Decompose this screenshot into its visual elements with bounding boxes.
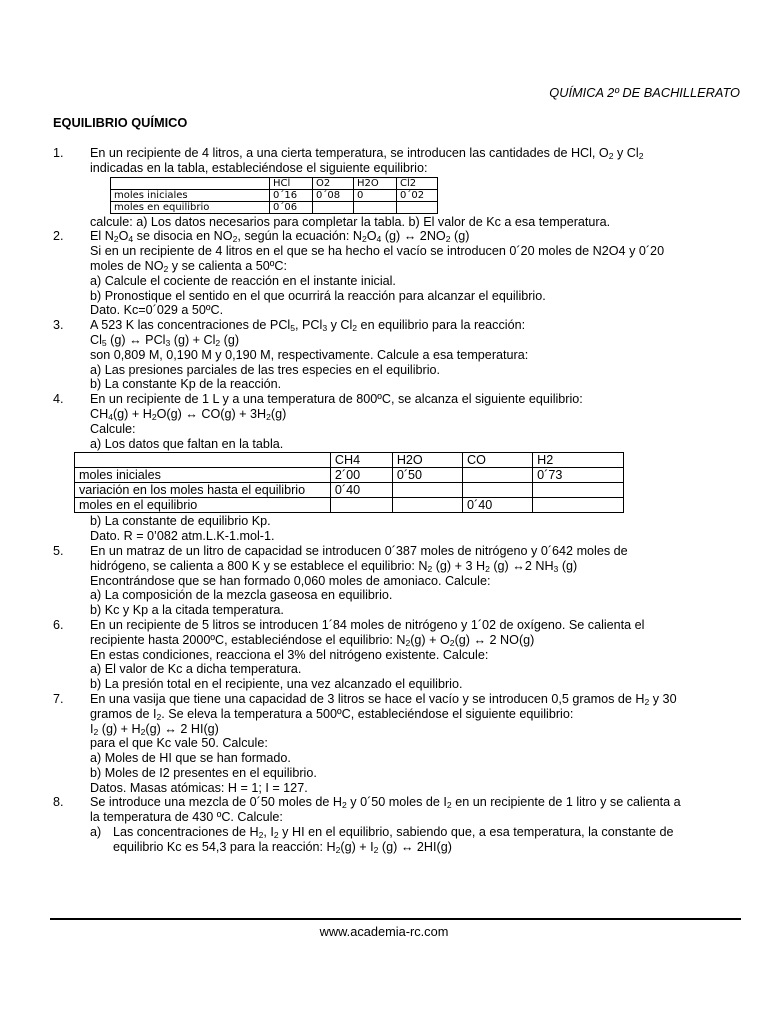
problem-text: para el que Kc vale 50. Calcule:	[90, 736, 268, 751]
problem-7	[53, 692, 745, 796]
table-cell	[313, 201, 354, 213]
table-cell: variación en los moles hasta el equilibrio	[75, 483, 331, 498]
table-row	[111, 201, 438, 213]
table-header-cell: H2O	[392, 453, 462, 468]
data-table	[110, 177, 438, 214]
problem-text: b) Kc y Kp a la citada temperatura.	[90, 603, 284, 618]
table-cell	[392, 498, 462, 513]
problem-text: El $N_2O_4$ se disocia en $NO_2$, según la ecuación: $N_2O_4$ (g) ↔ $2NO_2$ (g)	[90, 229, 470, 245]
equation: $CH_4(g) + H_2O(g)$ ↔ $CO(g) + 3H_2(g)$	[90, 406, 287, 422]
table-row	[75, 468, 624, 483]
document-title: EQUILIBRIO QUÍMICO	[53, 115, 188, 130]
problem-text: b) Moles de I2 presentes en el equilibrio.	[90, 765, 317, 780]
problem-text: En un recipiente de 5 litros se introducen 1´84 moles de nitrógeno y 1´02 de oxígeno. Se calienta el	[90, 617, 645, 632]
table-cell: 0´40	[463, 498, 533, 513]
problem-8	[53, 795, 745, 854]
table-cell	[392, 483, 462, 498]
table-cell	[463, 483, 533, 498]
problem-5	[53, 544, 745, 618]
problem-text: gramos de $I_2$. Se eleva la temperatura a 500ºC, estableciéndose el siguiente equilibrio:	[90, 706, 574, 722]
problem-text: a) Las presiones parciales de las tres especies en el equilibrio.	[90, 362, 441, 377]
footer-url: www.academia-rc.com	[319, 924, 449, 939]
table-header-cell: CH4	[330, 453, 392, 468]
equation: $Cl_5$ (g) ↔ PCl$_3$ $(g) + Cl_2$ (g)	[90, 332, 240, 348]
table-cell	[533, 498, 624, 513]
table-header-cell	[75, 453, 331, 468]
problem-text: indicadas en la tabla, estableciéndose el siguiente equilibrio:	[90, 160, 428, 175]
problem-text: Dato. R = 0’082 atm.L.K-1.mol-1.	[90, 529, 275, 544]
table-header-cell: H2	[533, 453, 624, 468]
document-header: QUÍMICA 2º DE BACHILLERATO	[549, 85, 740, 100]
problem-text: b) La constante Kp de la reacción.	[90, 377, 282, 392]
data-table	[74, 452, 624, 513]
problem-number: 6.	[53, 617, 64, 632]
table-row	[75, 498, 624, 513]
table-cell: 0´50	[392, 468, 462, 483]
problem-4	[53, 392, 745, 544]
problem-1	[53, 146, 745, 229]
problem-2	[53, 229, 745, 318]
table-header-cell: O2	[313, 177, 354, 189]
problem-text: Datos. Masas atómicas: H = 1; I = 127.	[90, 780, 308, 795]
footer-divider	[50, 918, 741, 920]
problem-text: En una vasija que tiene una capacidad de 3 litros se hace el vacío y se introducen 0,5 gramos de $H_2$ y 30	[90, 691, 677, 707]
problem-text: Se introduce una mezcla de 0´50 moles de $H_2$ y 0´50 moles de $I_2$ en un recipiente de 1 litro y se calienta a	[90, 795, 681, 811]
problem-number: 1.	[53, 146, 64, 160]
table-cell: moles en el equilibrio	[75, 498, 331, 513]
problem-list	[53, 146, 745, 855]
table-cell: moles en equilibrio	[111, 201, 270, 213]
problem-text: Si en un recipiente de 4 litros en el que se ha hecho el vacío se introducen 0´20 moles de N2O4 y 0´20	[90, 244, 665, 259]
problem-text: Encontrándose que se han formado 0,060 moles de amoniaco. Calcule:	[90, 573, 491, 588]
problem-text: A 523 K las concentraciones de PCl$_5$, PCl$_3$ y $Cl_2$ en equilibrio para la reacción:	[90, 318, 526, 334]
problem-text: a) El valor de Kc a dicha temperatura.	[90, 662, 302, 677]
table-cell: 0´73	[533, 468, 624, 483]
problem-text: hidrógeno, se calienta a 800 K y se establece el equilibrio: $N_2$ (g) + 3 $H_2$ (g) ↔2 $NH_3$ (g)	[90, 558, 578, 574]
problem-text: En estas condiciones, reacciona el 3% del nitrógeno existente. Calcule:	[90, 647, 489, 662]
table-cell: 0´16	[270, 189, 313, 201]
table-cell: moles iniciales	[75, 468, 331, 483]
problem-text: En un recipiente de 1 L y a una temperatura de 800ºC, se alcanza el siguiente equilibrio:	[90, 392, 583, 407]
table-cell	[330, 498, 392, 513]
problem-number: 2.	[53, 229, 64, 244]
table-header-cell: CO	[463, 453, 533, 468]
table-cell	[463, 468, 533, 483]
equation: $I_2$ $(g) + H_2(g)$ ↔ 2 HI(g)	[90, 721, 219, 737]
problem-number: 4.	[53, 392, 64, 407]
table-header-cell: Cl2	[397, 177, 438, 189]
table-header-cell: H2O	[354, 177, 397, 189]
problem-text: equilibrio Kc es 54,3 para la reacción: $H_2(g) + I_2$ (g) ↔ 2HI(g)	[113, 839, 452, 855]
table-row	[75, 483, 624, 498]
table-cell	[533, 483, 624, 498]
problem-text: recipiente hasta 2000ºC, estableciéndose el equilibrio: $N_2(g) + O_2(g)$ ↔ 2 NO(g)	[90, 632, 535, 648]
problem-number: 3.	[53, 318, 64, 333]
table-cell: 0´08	[313, 189, 354, 201]
problem-text: a) Moles de HI que se han formado.	[90, 751, 291, 766]
table-cell: 0	[354, 189, 397, 201]
problem-text: Dato. Kc=0´029 a 50ºC.	[90, 303, 224, 318]
problem-text: b) La constante de equilibrio Kp.	[90, 514, 271, 529]
subquestion-label: a)	[90, 825, 102, 840]
problem-text: calcule: a) Los datos necesarios para completar la tabla. b) El valor de Kc a esa temperatura.	[90, 214, 611, 229]
problem-number: 7.	[53, 691, 64, 706]
table-cell: 0´40	[330, 483, 392, 498]
problem-3	[53, 318, 745, 392]
problem-text: a) Los datos que faltan en la tabla.	[90, 436, 284, 451]
problem-number: 5.	[53, 543, 64, 558]
problem-text: b) La presión total en el recipiente, una vez alcanzado el equilibrio.	[90, 677, 463, 692]
table-row	[111, 189, 438, 201]
problem-text: Las concentraciones de $H_2$, $I_2$ y HI en el equilibrio, sabiendo que, a esa temperatura, la constante de	[113, 825, 674, 841]
problem-text: Calcule:	[90, 421, 136, 436]
problem-text: a) La composición de la mezcla gaseosa en equilibrio.	[90, 588, 393, 603]
problem-6	[53, 618, 745, 692]
table-cell: moles iniciales	[111, 189, 270, 201]
problem-text: a) Calcule el cociente de reacción en el instante inicial.	[90, 273, 396, 288]
problem-number: 8.	[53, 795, 64, 810]
table-cell: 2´00	[330, 468, 392, 483]
table-cell	[397, 201, 438, 213]
problem-text: son 0,809 M, 0,190 M y 0,190 M, respectivamente. Calcule a esa temperatura:	[90, 347, 529, 362]
table-header-cell: HCl	[270, 177, 313, 189]
problem-text: moles de $NO_2$ y se calienta a 50ºC:	[90, 258, 287, 274]
problem-text: b) Pronostique el sentido en el que ocurrirá la reacción para alcanzar el equilibrio.	[90, 288, 546, 303]
problem-text: En un recipiente de 4 litros, a una cierta temperatura, se introducen las cantidades de HCl, $O_2$ y $Cl_2$	[90, 146, 644, 161]
problem-text: En un matraz de un litro de capacidad se introducen 0´387 moles de nitrógeno y 0´642 moles de	[90, 543, 628, 558]
table-cell	[354, 201, 397, 213]
table-cell: 0´06	[270, 201, 313, 213]
table-header-cell	[111, 177, 270, 189]
problem-text: la temperatura de 430 ºC. Calcule:	[90, 810, 283, 825]
table-cell: 0´02	[397, 189, 438, 201]
subquestion-a	[90, 825, 745, 855]
